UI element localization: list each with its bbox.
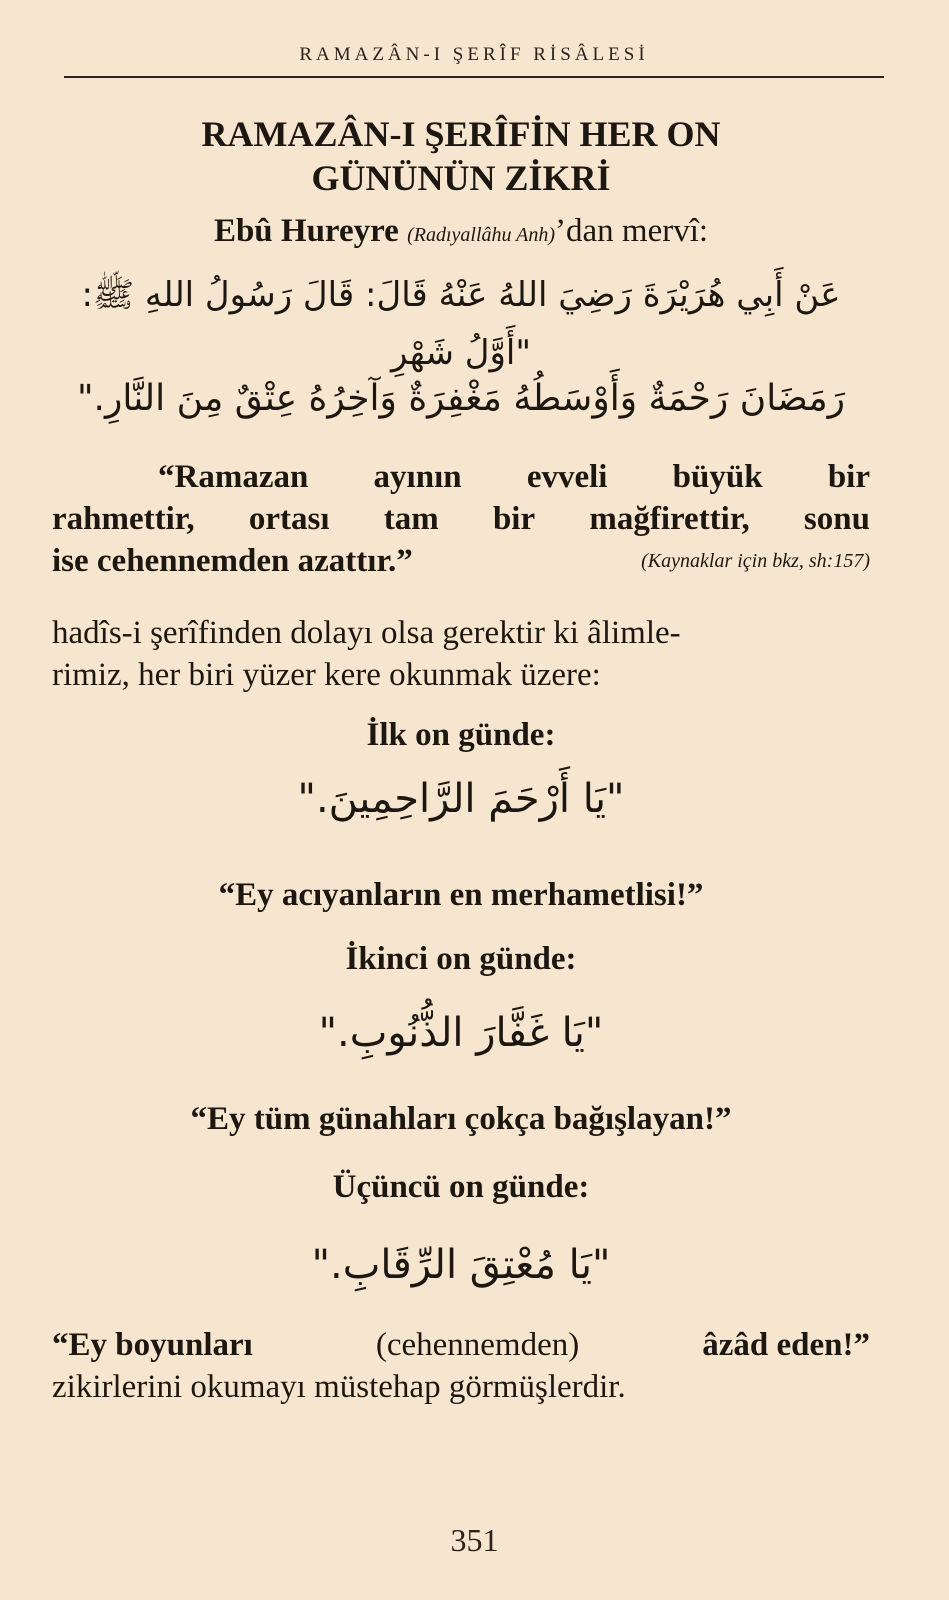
closing-paragraph (52, 1324, 870, 1408)
intro-paragraph (52, 612, 870, 696)
translation-line-2: rahmettir, ortası tam bir mağfirettir, sonu (52, 501, 870, 537)
closing-meaning-start: “Ey boyunları (52, 1327, 253, 1363)
section-3-arabic: "يَا مُعْتِقَ الرِّقَابِ." (311, 1242, 611, 1288)
intro-line-1: hadîs-i şerîfinden dolayı olsa gerektir ki âlimle- (52, 615, 681, 651)
narrator-name: Ebû Hureyre (213, 213, 399, 249)
section-2-heading: İkinci on günde: (345, 941, 577, 977)
narrator-line (52, 210, 870, 256)
closing-line-2: zikirlerini okumayı müstehap görmüşlerdir. (52, 1369, 626, 1405)
translation-line-1: “Ramazan ayının evveli büyük bir (158, 459, 870, 495)
header-rule (64, 76, 884, 78)
section-3-heading: Üçüncü on günde: (332, 1169, 590, 1205)
hadith-arabic-line-1: عَنْ أَبِي هُرَيْرَةَ رَضِيَ اللهُ عَنْهُ قَالَ: قَالَ رَسُولُ اللهِ ﷺ: "أَوَّلُ شَهْرِ (81, 275, 841, 373)
source-note: (Kaynaklar için bkz, sh:157) (641, 550, 870, 572)
chapter-title-line-1: RAMAZÂN-I ŞERÎFİN HER ON (201, 114, 721, 154)
intro-line-2: rimiz, her biri yüzer kere okunmak üzere: (52, 657, 601, 693)
hadith-arabic-line-2: رَمَضَانَ رَحْمَةٌ وَأَوْسَطُهُ مَغْفِرَةٌ وَآخِرُهُ عِتْقٌ مِنَ النَّارِ." (76, 378, 846, 419)
section-1-arabic: "يَا أَرْحَمَ الرَّاحِمِينَ." (297, 776, 625, 822)
translation-line-3 (52, 540, 870, 582)
narrator-suffix: ’dan mervî: (555, 213, 709, 249)
closing-line-1 (52, 1324, 870, 1366)
narrator-honorific: (Radıyallâhu Anh) (407, 224, 556, 246)
section-1-meaning: “Ey acıyanların en merhametlisi!” (218, 877, 704, 913)
chapter-title (52, 112, 870, 200)
section-1-heading: İlk on günde: (366, 717, 556, 753)
section-2-arabic: "يَا غَفَّارَ الذُّنُوبِ." (318, 1010, 604, 1056)
closing-meaning-end: âzâd eden!” (702, 1327, 870, 1363)
running-header: RAMAZÂN-I ŞERÎF RİSÂLESİ (299, 44, 649, 65)
page-number: 351 (450, 1522, 499, 1558)
section-2-meaning: “Ey tüm günahları çokça bağışlayan!” (190, 1101, 732, 1137)
hadith-translation (52, 456, 870, 582)
translation-text: ise cehennemden azattır.” (52, 543, 413, 579)
chapter-title-line-2: GÜNÜNÜN ZİKRİ (311, 158, 611, 198)
closing-meaning-middle: (cehennemden) (375, 1327, 580, 1363)
